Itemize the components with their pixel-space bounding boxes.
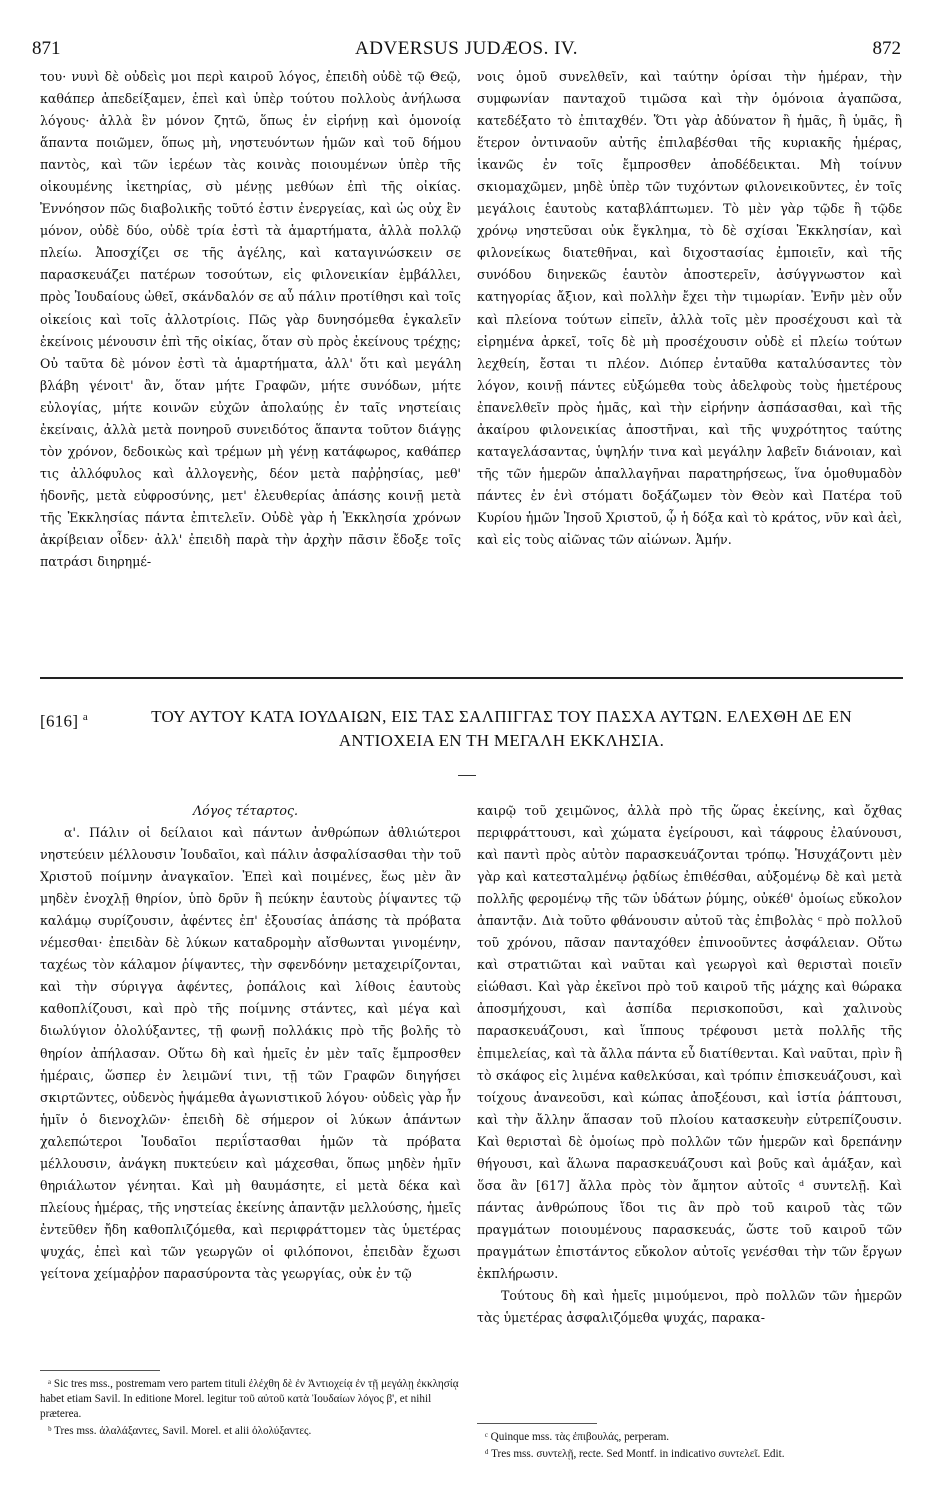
- footnotes-left: [40, 1377, 461, 1441]
- paragraph: καιρῷ τοῦ χειμῶνος, ἀλλὰ πρὸ τῆς ὥρας ἐκείνης, καὶ ὄχθας περιφράττουσι, καὶ χώματα ἐγείρουσι, καὶ τάφρους ἐλαύνουσι, καὶ παντὶ πρὸς αὐτὸν παρασκευάζονται τρόπῳ. Ἡσυχάζοντι μὲν γὰρ καὶ κατεσταλμένῳ ῥᾳδίως ἐπιθέσθαι, αὐξομένῳ δὲ καὶ μετὰ πολλῆς φερομένῳ τῆς τῶν ὑδάτων ῥύμης, οὐκέθ' ὁμοίως εὔκολον ἀπαντᾷν. Διὰ τοῦτο φθάνουσιν αὐτοῦ τὰς ἐπιβολὰς ᶜ πρὸ πολλοῦ τοῦ χρόνου, πᾶσαν πανταχόθεν ἐπινοοῦντες ἀσφάλειαν. Οὕτω καὶ στρατιῶται καὶ ναῦται καὶ γεωργοὶ καὶ θερισταὶ ποιεῖν εἰώθασι. Καὶ γὰρ ἐκεῖνοι πρὸ τοῦ καιροῦ τῆς μάχης καὶ θώρακα ἀποσμήχουσι, καὶ ἀσπίδα περισκοποῦσι, καὶ χαλινοὺς παρασκευάζουσι, καὶ ἵππους τρέφουσι μετὰ πολλῆς τῆς ἐπιμελείας, καὶ τὰ ἄλλα πάντα εὖ διατίθενται. Καὶ ναῦται, πρὶν ἢ τὸ σκάφος εἰς λιμένα καθελκύσαι, καὶ τρόπιν ἐπισκευάζουσι, καὶ τοίχους ἀνανεοῦσι, καὶ κώπας ἀποξέουσι, καὶ ἱστία ῥάπτουσι, καὶ τὴν ἄλλην ἅπασαν τοῦ πλοίου κατασκευὴν εὐτρεπίζουσιν. Καὶ θερισταὶ δὲ ὁμοίως πρὸ πολλῶν τῶν ἡμερῶν καὶ δρεπάνην θήγουσι, καὶ ἅλωνα παρασκευάζουσι καὶ βοῦς καὶ ἁμάξαν, καὶ ὅσα ἂν [617] ἄλλα πρὸς τὸν ἄμητον αὐτοῖς ᵈ συντελῇ. Καὶ πάντας ἀνθρώπους ἴδοι τις ἂν πρὸ τοῦ καιροῦ τὰς τῶν πραγμάτων ποιουμένους παρασκευάς, ὥστε τοῦ καιροῦ τῶν πραγμάτων ἐπιστάντος εὔκολον αὐτοῖς γενέσθαι τὴν τῶν ἔργων ἐκπλήρωσιν.: [477, 803, 902, 1281]
- subtitle: Λόγος τέταρτος.: [192, 803, 299, 818]
- section-title: ΤΟΥ ΑΥΤΟΥ ΚΑΤΑ ΙΟΥΔΑΙΩΝ, ΕΙΣ ΤΑΣ ΣΑΛΠΙΓΓΑΣ ΤΟΥ ΠΑΣΧΑ ΑΥΤΩΝ. ΕΛΕΧΘΗ ΔΕ ΕΝ ΑΝΤΙΟΧΕΙΑ ΕΝ ΤΗ ΜΕΓΑΛΗ ΕΚΚΛΗΣΙΑ.: [151, 707, 852, 750]
- section-page-ref: [616]: [40, 711, 79, 731]
- running-header: [32, 38, 901, 62]
- column-top-right: [477, 66, 902, 668]
- footnote-rule-right: [477, 1423, 597, 1424]
- section-divider: [40, 677, 903, 679]
- footnote: ᵃ Sic tres mss., postremam vero partem tituli ἐλέχθη δὲ ἐν Ἀντιοχείᾳ ἐν τῇ μεγάλῃ ἐκκλησίᾳ habet etiam Savil. In editione Morel. legitur τοῦ αὐτοῦ κατὰ Ἰουδαίων λόγος β', et nihil præterea.: [40, 1378, 459, 1420]
- section-number: [40, 705, 94, 734]
- footnotes-right: [477, 1430, 902, 1464]
- section-heading: [40, 705, 903, 753]
- running-title: ADVERSUS JUDÆOS. IV.: [355, 38, 578, 59]
- paragraph: α'. Πάλιν οἱ δείλαιοι καὶ πάντων ἀνθρώπων ἀθλιώτεροι νηστεύειν μέλλουσιν Ἰουδαῖοι, καὶ πάλιν ἀσφαλίσασθαι τὴν τοῦ Χριστοῦ ποίμνην ἀναγκαῖον. Ἐπεὶ καὶ ποιμένες, ἕως μὲν ἂν μηδὲν ἐνοχλῇ θηρίον, ὑπὸ δρῦν ἢ πεύκην ἑαυτοὺς ῥίψαντες τῷ καλάμῳ συρίζουσιν, ἀφέντες ἐπ' ἐξουσίας ἁπάσης τὰ πρόβατα νέμεσθαι· ἐπειδὰν δὲ λύκων καταδρομὴν αἴσθωνται γινομένην, ταχέως τὸν κάλαμον ῥίψαντες, τὴν σφενδόνην μεταχειρίζονται, καὶ τὴν σύριγγα ἀφέντες, ῥοπάλοις καὶ λίθοις ἑαυτοὺς καθοπλίζουσι, καὶ πρὸ τῆς ποίμνης στάντες, καὶ μέγα καὶ διωλύγιον ὀλολύξαντες, τῇ φωνῇ πολλάκις πρὸ τῆς βολῆς τὸ θηρίον ἀπήλασαν. Οὕτω δὴ καὶ ἡμεῖς ἐν μὲν ταῖς ἔμπροσθεν ἡμέραις, ὥσπερ ἐν λειμῶνί τινι, τῇ τῶν Γραφῶν διηγήσει σκιρτῶντες, οὐδενὸς ἡψάμεθα ἀγωνιστικοῦ λόγου· οὐδεὶς γὰρ ἦν ἡμῖν ὁ διενοχλῶν· ἐπειδὴ δὲ σήμερον οἱ λύκων ἁπάντων χαλεπώτεροι Ἰουδαῖοι περιΐστασθαι ἡμῶν τὰ πρόβατα μέλλουσιν, ἀνάγκη πυκτεύειν καὶ μάχεσθαι, ὅπως μηδὲν ἡμῖν θηριάλωτον γένηται. Καὶ μὴ θαυμάσητε, εἰ μετὰ δέκα καὶ πλείους ἡμέρας, τῆς νηστείας ἐκείνης ἀπαντᾷν μελλούσης, ἡμεῖς ἐντεῦθεν ἤδη καθοπλιζόμεθα, καὶ περιφράττομεν τὰς ὑμετέρας ψυχάς, ἐπεὶ καὶ τῶν γεωργῶν οἱ φιλόπονοι, ἐπειδὰν ἔχωσι γείτονα χείμαῤῥον παρασύροντα τὰς γεωργίας, οὐκ ἐν τῷ: [40, 825, 461, 1281]
- column-top-left: [40, 66, 461, 668]
- column-bottom-left: [40, 800, 461, 1360]
- footnote-mark-a: a: [82, 711, 89, 723]
- paragraph: νοις ὁμοῦ συνελθεῖν, καὶ ταύτην ὁρίσαι τὴν ἡμέραν, τὴν συμφωνίαν πανταχοῦ τιμῶσα καὶ τὴν ὁμόνοια ἀγαπῶσα, κατεδέξατο τὸ ἐπιταχθέν. Ὅτι γὰρ ἀδύνατον ἢ ἡμᾶς, ἢ ὑμᾶς, ἢ ἕτερον ὀντιναοῦν αὐτῆς ἐπιλαβέσθαι τῆς κυριακῆς ἡμέρας, ἱκανῶς ἐν τοῖς ἔμπροσθεν ἀποδέδεικται. Μὴ τοίνυν σκιομαχῶμεν, μηδὲ ὑπὲρ τῶν τυχόντων φιλονεικοῦντες, ἐν τοῖς μεγάλοις ἑαυτοὺς καταβλάπτωμεν. Τὸ μὲν γὰρ τῷδε ἢ τῷδε χρόνῳ νηστεῦσαι οὐκ ἔγκλημα, τὸ δὲ σχίσαι Ἐκκλησίαν, καὶ φιλονείκως διατεθῆναι, καὶ διχοστασίας ἐμποιεῖν, καὶ τῆς συνόδου διηνεκῶς ἑαυτὸν ἀποστερεῖν, ἀσύγγνωστον καὶ κατηγορίας ἄξιον, καὶ πολλὴν ἔχει τὴν τιμωρίαν. Ἐνῆν μὲν οὖν καὶ πλείονα τούτων εἰπεῖν, ἀλλὰ τοῖς μὲν προσέχουσι καὶ τὰ εἰρημένα ἀρκεῖ, τοῖς δὲ μὴ προσέχουσιν οὐδὲ εἰ πλείω τούτων λεχθείη, ἔσται τι πλέον. Διόπερ ἐνταῦθα καταλύσαντες τὸν λόγον, κοινῇ πάντες εὐξώμεθα τοὺς ἀδελφοὺς τοὺς ἡμετέρους ἐπανελθεῖν πρὸς ἡμᾶς, καὶ τὴν εἰρήνην ἀσπάσασθαι, καὶ τῆς ἀκαίρου φιλονεικίας ἀποστῆναι, καὶ τῆς ψυχρότητος ταύτης καταγελάσαντας, ὑψηλήν τινα καὶ μεγάλην λαβεῖν διάνοιαν, καὶ τῆς τῶν ἡμερῶν ἀπαλλαγῆναι παρατηρήσεως, ἵνα ὁμοθυμαδὸν πάντες ἐν ἑνὶ στόματι δοξάζωμεν τὸν Θεὸν καὶ Πατέρα τοῦ Κυρίου ἡμῶν Ἰησοῦ Χριστοῦ, ᾧ ἡ δόξα καὶ τὸ κράτος, νῦν καὶ ἀεὶ, καὶ εἰς τοὺς αἰῶνας τῶν αἰώνων. Ἀμήν.: [477, 69, 902, 547]
- footnote: ᵇ Tres mss. ἀλαλάξαντες, Savil. Morel. et alii ὀλολύξαντες.: [48, 1425, 312, 1437]
- footnote: ᶜ Quinque mss. τὰς ἐπιβουλάς, perperam.: [485, 1431, 670, 1443]
- column-bottom-right: [477, 800, 902, 1412]
- footnote: ᵈ Tres mss. συντελῇ, recte. Sed Montf. in indicativo συντελεῖ. Edit.: [485, 1448, 785, 1460]
- title-dash: [458, 775, 476, 776]
- footnote-rule-left: [40, 1370, 160, 1371]
- paragraph: του· νυνὶ δὲ οὐδεὶς μοι περὶ καιροῦ λόγος, ἐπειδὴ οὐδὲ τῷ Θεῷ, καθάπερ ἀπεδείξαμεν, ἐπεὶ καὶ ὑπὲρ τούτου πολλοὺς ἀνήλωσα λόγους· ἀλλὰ ἓν μόνον ζητῶ, ὅπως ἐν εἰρήνῃ καὶ ὁμονοίᾳ ἅπαντα ποιῶμεν, ὅπως μὴ, νηστευόντων ἡμῶν καὶ τοῦ δήμου παντὸς, καὶ τῶν ἱερέων τὰς κοινὰς ποιουμένων ὑπὲρ τῆς οἰκουμένης ἱκετηρίας, σὺ μένῃς μεθύων ἐπὶ τῆς οἰκίας. Ἐννόησον πῶς διαβολικῆς τοῦτό ἐστιν ἐνεργείας, καὶ ὡς οὐχ ἓν μόνον, οὐδὲ δύο, οὐδὲ τρία ἐστὶ τὰ ἁμαρτήματα, ἀλλὰ πολλῷ πλείω. Ἀποσχίζει σε τῆς ἀγέλης, καὶ καταγινώσκειν σε παρασκευάζει πατέρων τοσούτων, εἰς φιλονεικίαν ἐμβάλλει, πρὸς Ἰουδαίους ὠθεῖ, σκάνδαλόν σε αὖ πάλιν προτίθησι καὶ τοῖς οἰκείοις καὶ τοῖς ἀλλοτρίοις. Πῶς γὰρ δυνησόμεθα ἐγκαλεῖν ἐκείνοις μένουσιν ἐπὶ τῆς οἰκίας, ὅταν σὺ πρὸς ἐκείνους τρέχῃς; Οὐ ταῦτα δὲ μόνον ἐστὶ τὰ ἁμαρτήματα, ἀλλ' ὅτι καὶ μεγάλη βλάβη γένοιτ' ἂν, ὅταν μήτε Γραφῶν, μήτε συνόδων, μήτε εὐλογίας, μήτε κοινῶν εὐχῶν ἀπολαύῃς ἐν ταῖς νηστείαις ἐκείναις, ἀλλὰ μετὰ πονηροῦ συνειδότος ἅπαντα τοῦτον διάγῃς τὸν χρόνον, δεδοικὼς καὶ τρέμων μὴ γένῃ κατάφωρος, καθάπερ τις ἀλλόφυλος καὶ ἀλλογενὴς, δέον μετὰ παῤῥησίας, μεθ' ἡδονῆς, μετὰ εὐφροσύνης, μετ' ἐλευθερίας ἁπάσης κοινῇ μετὰ τῆς Ἐκκλησίας πάντα ἐπιτελεῖν. Οὐδὲ γὰρ ἡ Ἐκκλησία χρόνων ἀκρίβειαν οἶδεν· ἀλλ' ἐπειδὴ παρὰ τὴν ἀρχὴν πᾶσιν ἔδοξε τοῖς πατράσι διηρημέ-: [40, 69, 461, 570]
- page-number-left: 871: [32, 38, 61, 59]
- paragraph: Τούτους δὴ καὶ ἡμεῖς μιμούμενοι, πρὸ πολλῶν τῶν ἡμερῶν τὰς ὑμετέρας ἀσφαλιζόμεθα ψυχάς, παρακα-: [477, 1288, 902, 1326]
- page-number-right: 872: [872, 38, 901, 59]
